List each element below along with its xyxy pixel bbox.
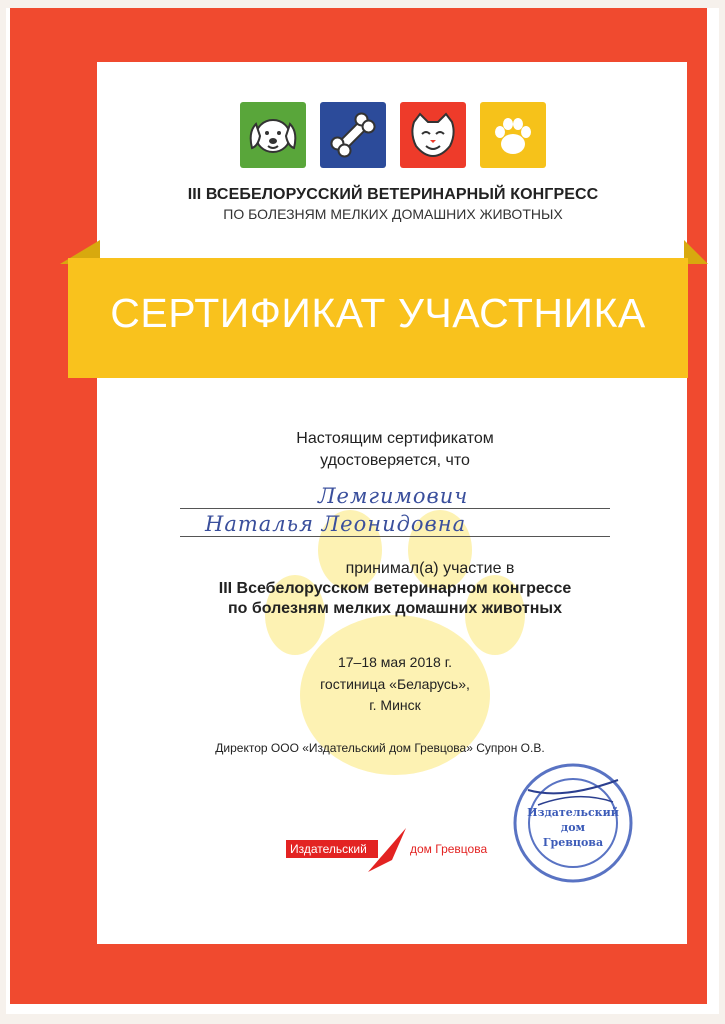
stamp-seal bbox=[508, 760, 638, 886]
event-line-1: III Всебелорусском ветеринарном конгрессе bbox=[218, 580, 572, 597]
logo-text-left: Издательский bbox=[290, 842, 367, 856]
logo-text-right: дом Гревцова bbox=[410, 842, 488, 856]
svg-text:Гревцова: Гревцова bbox=[542, 836, 604, 849]
recipient-surname: Лемгимович bbox=[318, 484, 469, 508]
intro-line-1: Настоящим сертификатом bbox=[296, 430, 494, 447]
congress-title: III ВСЕБЕЛОРУССКИЙ ВЕТЕРИНАРНЫЙ КОНГРЕСС bbox=[187, 186, 599, 203]
logo-swoosh-icon bbox=[366, 826, 410, 874]
paw-watermark-icon bbox=[255, 510, 535, 780]
event-date: 17–18 мая 2018 г. bbox=[337, 654, 453, 670]
name-underline-1 bbox=[180, 508, 610, 509]
bone-icon bbox=[320, 102, 386, 168]
svg-text:дом: дом bbox=[560, 821, 586, 834]
svg-text:Издательский: Издательский bbox=[527, 806, 619, 819]
recipient-name: Наталья Леонидовна bbox=[205, 512, 467, 536]
event-city: г. Минск bbox=[369, 697, 421, 713]
event-line-2: по болезням мелких домашних животных bbox=[228, 600, 562, 617]
paw-icon bbox=[480, 102, 546, 168]
cat-icon bbox=[400, 102, 466, 168]
name-underline-2 bbox=[180, 536, 610, 537]
certificate-title: СЕРТИФИКАТ УЧАСТНИКА bbox=[110, 290, 646, 336]
publisher-logo bbox=[286, 826, 506, 874]
dog-icon bbox=[240, 102, 306, 168]
director-signature-line: Директор ООО «Издательский дом Гревцова» Супрон О.В. bbox=[215, 741, 545, 755]
congress-subtitle: ПО БОЛЕЗНЯМ МЕЛКИХ ДОМАШНИХ ЖИВОТНЫХ bbox=[223, 206, 563, 222]
icon-tiles bbox=[240, 102, 546, 168]
event-venue: гостиница «Беларусь», bbox=[320, 676, 470, 692]
participation-text: принимал(а) участие в bbox=[345, 560, 515, 577]
intro-line-2: удостоверяется, что bbox=[320, 452, 470, 469]
